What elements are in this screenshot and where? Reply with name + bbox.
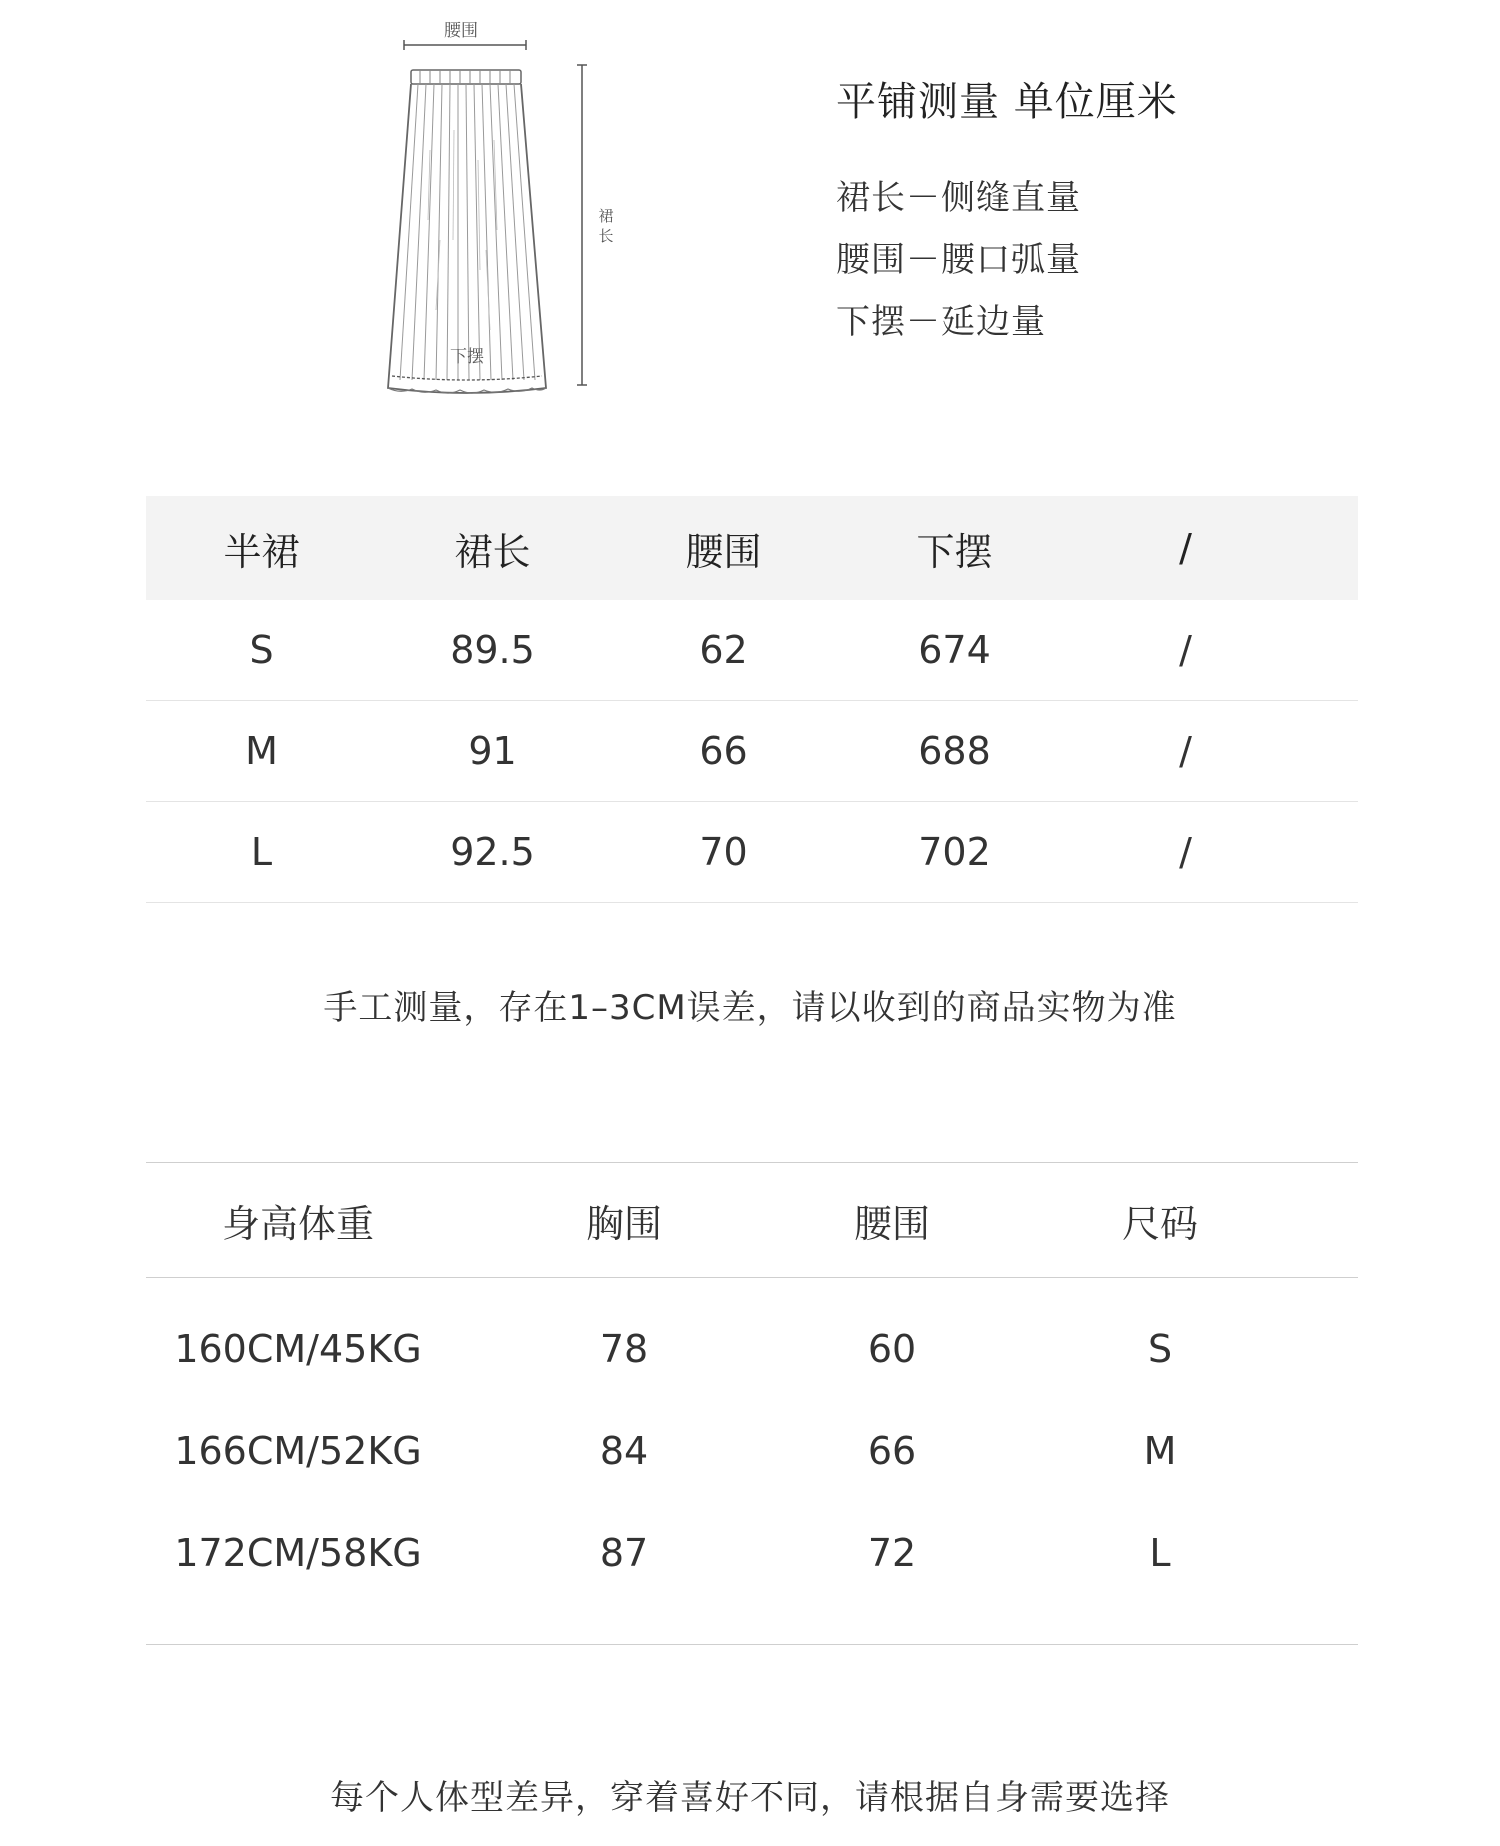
table-cell: L (250, 830, 273, 874)
header-cell: 半裙 (223, 529, 300, 574)
table-cell: L (1149, 1531, 1171, 1575)
table-cell: 84 (599, 1429, 649, 1473)
table-cell: M (245, 729, 278, 773)
description-line: 腰围－腰口弧量 (836, 240, 1081, 280)
fit-table (146, 1162, 1358, 1645)
measurement-title: 平铺测量 单位厘米 (836, 79, 1178, 125)
table-cell: 166CM/52KG (174, 1429, 422, 1473)
table-cell: 172CM/58KG (174, 1531, 422, 1575)
header-cell: / (1179, 526, 1192, 570)
table-cell: 92.5 (450, 830, 535, 874)
table-cell: / (1179, 830, 1192, 874)
table-cell: 66 (699, 729, 748, 773)
table-cell: 60 (867, 1327, 917, 1371)
table-row (146, 802, 1358, 903)
waist-label: 腰围 (444, 21, 478, 41)
table-cell: 91 (468, 729, 517, 773)
table-row (146, 1298, 1358, 1400)
table-row (146, 1400, 1358, 1502)
table-cell: / (1179, 628, 1192, 672)
length-label: 裙长 (598, 207, 614, 245)
skirt-diagram (370, 10, 640, 400)
fit-table-body (146, 1278, 1358, 1645)
measurement-error-note: 手工测量，存在1–3CM误差，请以收到的商品实物为准 (323, 988, 1177, 1028)
table-cell: 160CM/45KG (174, 1327, 422, 1371)
header-cell: 裙长 (454, 529, 531, 574)
table-cell: 89.5 (450, 628, 535, 672)
header-cell: 下摆 (916, 529, 993, 574)
table-row (146, 701, 1358, 802)
header-cell: 身高体重 (221, 1201, 374, 1246)
table-cell: / (1179, 729, 1192, 773)
table-cell: 87 (599, 1531, 649, 1575)
fit-table-header (146, 1163, 1358, 1278)
table-cell: 78 (599, 1327, 649, 1371)
table-cell: 66 (867, 1429, 917, 1473)
description-line: 裙长－侧缝直量 (836, 178, 1081, 218)
measurement-description (836, 70, 1178, 353)
choose-size-note: 每个人体型差异，穿着喜好不同，请根据自身需要选择 (330, 1778, 1170, 1818)
size-table (146, 496, 1358, 903)
table-cell: 702 (918, 830, 991, 874)
header-cell: 胸围 (585, 1201, 662, 1246)
header-cell: 腰围 (685, 529, 762, 574)
table-row (146, 600, 1358, 701)
skirt-illustration (370, 10, 640, 400)
header-cell: 尺码 (1121, 1201, 1198, 1246)
header-cell: 腰围 (853, 1201, 930, 1246)
hem-label: 下摆 (450, 347, 484, 367)
table-cell: M (1143, 1429, 1177, 1473)
table-cell: 62 (699, 628, 748, 672)
table-cell: 674 (918, 628, 991, 672)
size-table-header (146, 496, 1358, 600)
table-cell: S (1147, 1327, 1173, 1371)
table-cell: S (249, 628, 274, 672)
description-line: 下摆－延边量 (836, 302, 1046, 342)
table-cell: 72 (867, 1531, 917, 1575)
table-row (146, 1502, 1358, 1604)
table-cell: 688 (918, 729, 991, 773)
table-cell: 70 (699, 830, 748, 874)
